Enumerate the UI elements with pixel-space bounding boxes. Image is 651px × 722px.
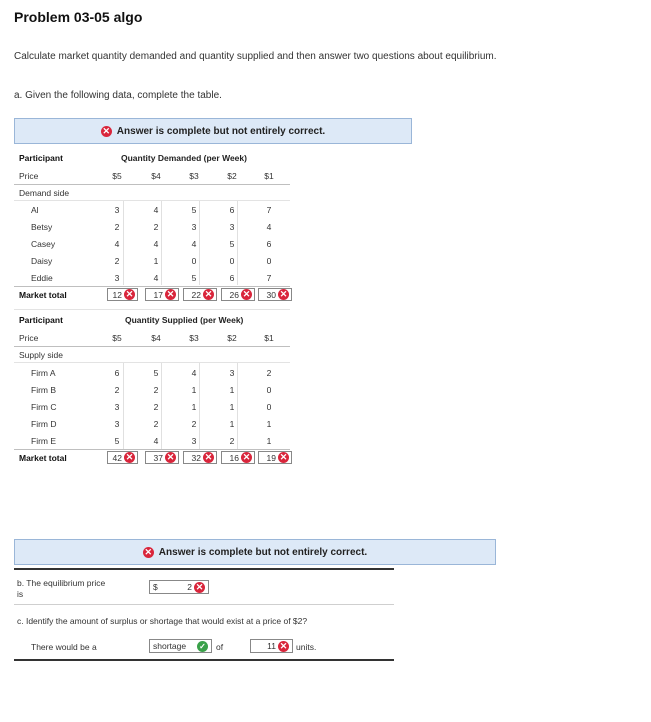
participant-name: Casey — [31, 239, 56, 249]
divider — [14, 449, 290, 450]
price-col-3: $3 — [189, 171, 199, 181]
section-divider — [14, 659, 394, 661]
demand-total-input-5[interactable] — [258, 288, 292, 301]
table-cell: 4 — [153, 239, 159, 249]
table-cell: 2 — [191, 419, 197, 429]
part-c-prompt: c. Identify the amount of surplus or shortage that would exist at a price of $2? — [17, 616, 308, 626]
participant-name: Daisy — [31, 256, 53, 266]
price-col-2: $4 — [151, 333, 161, 343]
demand-total-input-3[interactable] — [183, 288, 217, 301]
input-value: 12 — [112, 289, 122, 300]
table-cell: 3 — [114, 273, 120, 283]
incorrect-icon: ✕ — [166, 289, 175, 299]
table-cell: 4 — [153, 205, 159, 215]
table-cell: 5 — [229, 239, 235, 249]
input-value: 32 — [191, 452, 201, 463]
incorrect-icon: ✕ — [204, 452, 213, 462]
incorrect-icon: ✕ — [125, 452, 134, 462]
price-label: Price — [19, 333, 39, 343]
demand-side-label: Demand side — [19, 188, 70, 198]
answer-status-banner — [14, 118, 412, 144]
table-cell: 2 — [153, 402, 159, 412]
table-cell: 0 — [191, 256, 197, 266]
market-total-label: Market total — [19, 290, 67, 300]
table-cell: 1 — [191, 402, 197, 412]
price-col-2: $4 — [151, 171, 161, 181]
selected-option: shortage — [153, 641, 187, 651]
input-value: 42 — [112, 452, 122, 463]
table-cell: 4 — [153, 273, 159, 283]
incorrect-icon: ✕ — [166, 452, 175, 462]
table-cell: 2 — [114, 256, 120, 266]
table-cell: 1 — [229, 385, 235, 395]
incorrect-icon: ✕ — [102, 125, 111, 136]
table-cell: 0 — [229, 256, 235, 266]
table-cell: 3 — [229, 222, 235, 232]
table-cell: 3 — [191, 436, 197, 446]
table-cell: 3 — [114, 402, 120, 412]
table-cell: 0 — [266, 402, 272, 412]
incorrect-icon: ✕ — [279, 289, 288, 299]
banner-text: Answer is complete but not entirely correct. — [116, 125, 326, 137]
answer-status-banner — [14, 539, 496, 565]
table-cell: 6 — [229, 273, 235, 283]
table-cell: 1 — [266, 419, 272, 429]
demand-header: Quantity Demanded (per Week) — [121, 153, 247, 163]
supply-total-input-2[interactable] — [145, 451, 179, 464]
part-c-lead: There would be a — [31, 642, 97, 652]
part-b-prompt-cont: is — [17, 589, 24, 599]
table-cell: 2 — [153, 419, 159, 429]
table-cell: 7 — [266, 273, 272, 283]
divider — [14, 184, 290, 185]
table-cell: 1 — [191, 385, 197, 395]
input-value: 17 — [153, 289, 163, 300]
participant-label: Participant — [19, 315, 63, 325]
input-value: 19 — [266, 452, 276, 463]
price-col-1: $5 — [112, 171, 122, 181]
input-value: 30 — [266, 289, 276, 300]
incorrect-icon: ✕ — [125, 289, 134, 299]
participant-label: Participant — [19, 153, 63, 163]
price-col-4: $2 — [227, 171, 237, 181]
table-cell: 0 — [266, 385, 272, 395]
table-cell: 2 — [114, 385, 120, 395]
table-cell: 2 — [153, 222, 159, 232]
price-col-1: $5 — [112, 333, 122, 343]
table-cell: 4 — [266, 222, 272, 232]
supply-header: Quantity Supplied (per Week) — [125, 315, 244, 325]
table-cell: 2 — [153, 385, 159, 395]
demand-total-input-1[interactable] — [107, 288, 138, 301]
table-cell: 3 — [191, 222, 197, 232]
divider — [14, 309, 290, 310]
input-value: 37 — [153, 452, 163, 463]
problem-title: Problem 03-05 algo — [14, 9, 143, 25]
market-total-label: Market total — [19, 453, 67, 463]
participant-name: Firm C — [31, 402, 57, 412]
divider — [14, 604, 394, 605]
supply-total-input-1[interactable] — [107, 451, 138, 464]
participant-name: Al — [31, 205, 39, 215]
price-col-5: $1 — [264, 171, 274, 181]
demand-total-input-4[interactable] — [221, 288, 255, 301]
participant-name: Firm B — [31, 385, 57, 395]
input-value: 26 — [229, 289, 239, 300]
incorrect-icon: ✕ — [204, 289, 213, 299]
table-cell: 5 — [191, 273, 197, 283]
table-cell: 3 — [114, 205, 120, 215]
divider — [14, 346, 290, 347]
input-value: 16 — [229, 452, 239, 463]
divider — [14, 362, 290, 363]
table-cell: 4 — [153, 436, 159, 446]
table-cell: 5 — [114, 436, 120, 446]
incorrect-icon: ✕ — [242, 289, 251, 299]
table-cell: 7 — [266, 205, 272, 215]
table-cell: 3 — [114, 419, 120, 429]
of-label: of — [216, 642, 224, 652]
incorrect-icon: ✕ — [144, 546, 153, 557]
table-cell: 2 — [229, 436, 235, 446]
table-cell: 2 — [114, 222, 120, 232]
table-cell: 1 — [153, 256, 159, 266]
input-value-wrap — [187, 582, 205, 593]
participant-name: Eddie — [31, 273, 53, 283]
table-cell: 5 — [191, 205, 197, 215]
incorrect-icon: ✕ — [242, 452, 251, 462]
supply-total-input-5[interactable] — [258, 451, 292, 464]
input-value: 11 — [267, 641, 276, 651]
divider — [14, 286, 290, 287]
table-cell: 4 — [114, 239, 120, 249]
table-cell: 4 — [191, 368, 197, 378]
participant-name: Betsy — [31, 222, 53, 232]
participant-name: Firm D — [31, 419, 57, 429]
input-value: 22 — [191, 289, 201, 300]
table-cell: 2 — [266, 368, 272, 378]
part-b-prompt: b. The equilibrium price — [17, 578, 106, 588]
table-cell: 1 — [266, 436, 272, 446]
instructions-text: Calculate market quantity demanded and quantity supplied and then answer two questions about equilibrium. — [14, 51, 497, 62]
table-cell: 4 — [191, 239, 197, 249]
incorrect-icon: ✕ — [279, 640, 288, 651]
incorrect-icon: ✕ — [195, 581, 204, 592]
participant-name: Firm E — [31, 436, 57, 446]
shortage-amount-input[interactable] — [250, 639, 293, 653]
supply-total-input-3[interactable] — [183, 451, 217, 464]
supply-total-input-4[interactable] — [221, 451, 255, 464]
input-value: 2 — [187, 582, 192, 592]
supply-side-label: Supply side — [19, 350, 63, 360]
table-cell: 6 — [114, 368, 120, 378]
table-cell: 1 — [229, 419, 235, 429]
banner-text: Answer is complete but not entirely correct. — [158, 546, 368, 558]
part-a-prompt: a. Given the following data, complete the table. — [14, 90, 222, 101]
divider — [14, 200, 290, 201]
table-cell: 0 — [266, 256, 272, 266]
price-col-3: $3 — [189, 333, 199, 343]
table-cell: 5 — [153, 368, 159, 378]
demand-total-input-2[interactable] — [145, 288, 179, 301]
equilibrium-price-input[interactable] — [149, 580, 209, 594]
table-cell: 6 — [266, 239, 272, 249]
table-cell: 6 — [229, 205, 235, 215]
participant-name: Firm A — [31, 368, 56, 378]
surplus-shortage-select[interactable] — [149, 639, 212, 653]
table-cell: 1 — [229, 402, 235, 412]
price-col-4: $2 — [227, 333, 237, 343]
units-label: units. — [296, 642, 317, 652]
section-divider — [14, 568, 394, 570]
correct-check-icon: ✓ — [197, 641, 208, 652]
table-cell: 3 — [229, 368, 235, 378]
price-label: Price — [19, 171, 39, 181]
currency-symbol: $ — [153, 582, 158, 592]
incorrect-icon: ✕ — [279, 452, 288, 462]
price-col-5: $1 — [264, 333, 274, 343]
